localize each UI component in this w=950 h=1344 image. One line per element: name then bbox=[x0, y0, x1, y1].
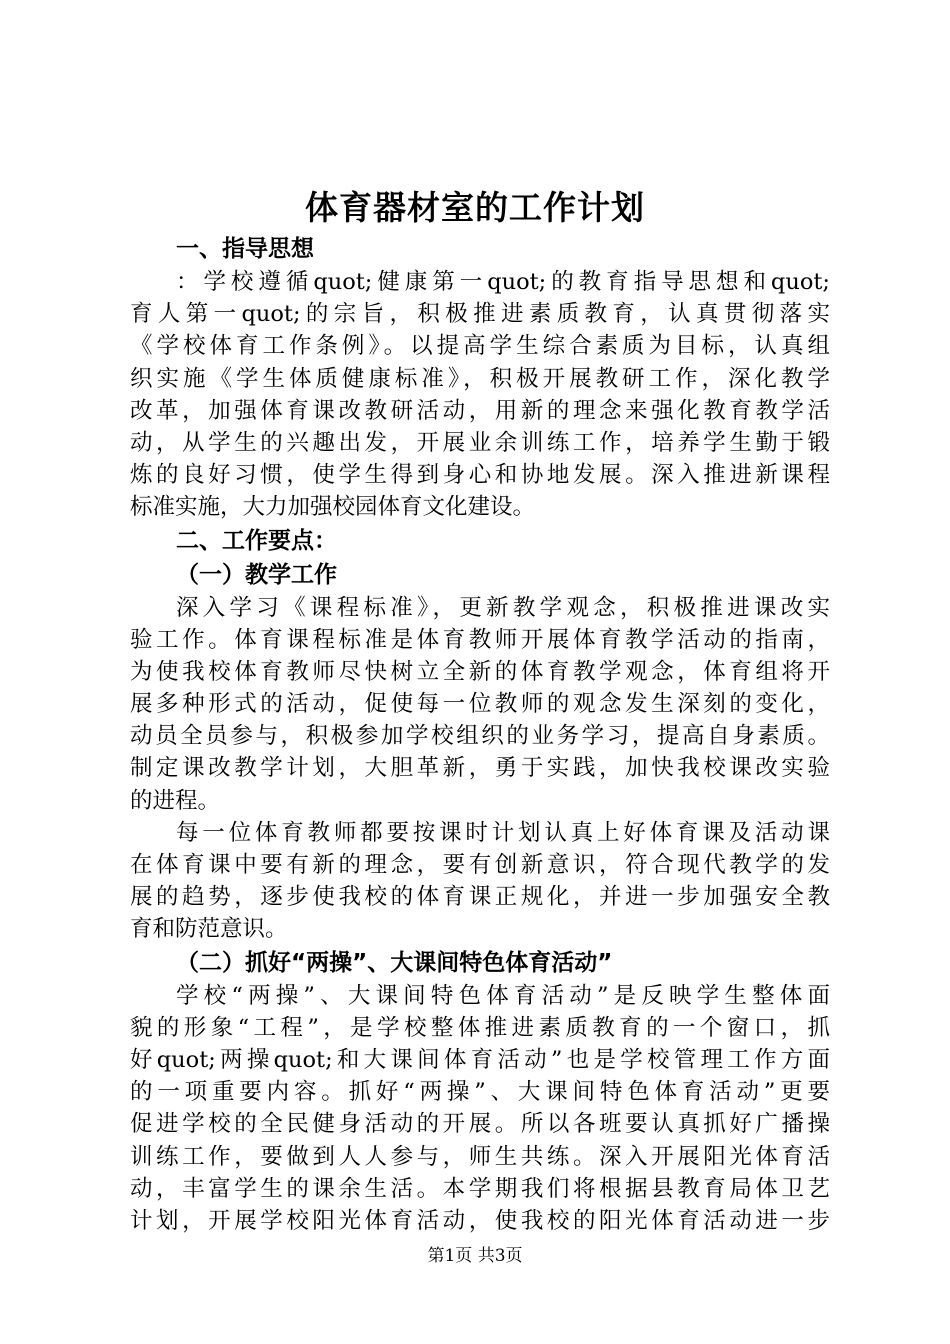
paragraph-line: 训练工作，要做到人人参与，师生共练。深入开展阳光体育活 bbox=[130, 1143, 830, 1170]
paragraph bbox=[130, 266, 830, 524]
paragraph-line: 标准实施，大力加强校园体育文化建设。 bbox=[130, 494, 536, 521]
paragraph-line: 在体育课中要有新的理念，要有创新意识，符合现代教学的发 bbox=[130, 852, 830, 878]
paragraph-line: 织实施《学生体质健康标准》，积极开展教研工作，深化教学 bbox=[130, 365, 830, 392]
page-footer: 第1页 共3页 bbox=[427, 1246, 523, 1266]
paragraph-line: 为使我校体育教师尽快树立全新的体育教学观念，体育组将开 bbox=[130, 658, 830, 685]
document-title: 体育器材室的工作计划 bbox=[305, 188, 645, 227]
paragraph-line: 制定课改教学计划，大胆革新，勇于实践，加快我校课改实验 bbox=[130, 755, 830, 782]
paragraph-line: 改革，加强体育课改教研活动，用新的理念来强化教育教学活 bbox=[130, 397, 830, 424]
paragraph-line: 促进学校的全民健身活动的开展。所以各班要认真抓好广播操 bbox=[130, 1111, 830, 1138]
paragraph-line: 动员全员参与，积极参加学校组织的业务学习，提高自身素质。 bbox=[130, 723, 830, 750]
paragraph bbox=[130, 817, 830, 946]
section-heading: （二）抓好“两操”、大课间特色体育活动” bbox=[176, 949, 613, 976]
paragraph-line: 每一位体育教师都要按课时计划认真上好体育课及活动课 bbox=[176, 819, 830, 846]
paragraph-line: 好quot;两操quot;和大课间体育活动”也是学校管理工作方面 bbox=[130, 1046, 830, 1073]
paragraph-line: 的进程。 bbox=[130, 787, 221, 814]
paragraph-line: 展多种形式的活动，促使每一位教师的观念发生深刻的变化， bbox=[130, 691, 830, 718]
paragraph-line: 深入学习《课程标准》，更新教学观念，积极推进课改实 bbox=[176, 594, 830, 621]
paragraph-line: 《学校体育工作条例》。以提高学生综合素质为目标，认真组 bbox=[130, 333, 830, 360]
paragraph-line: 学校“两操”、大课间特色体育活动”是反映学生整体面 bbox=[176, 982, 830, 1009]
paragraph-line: 的一项重要内容。抓好“两操”、大课间特色体育活动”更要 bbox=[130, 1079, 830, 1106]
paragraph-line: 炼的良好习惯，使学生得到身心和协地发展。深入推进新课程 bbox=[130, 462, 830, 489]
paragraph-line: 计划，开展学校阳光体育活动，使我校的阳光体育活动进一步 bbox=[130, 1207, 830, 1234]
paragraph bbox=[130, 980, 830, 1238]
section-heading: 二、工作要点： bbox=[176, 527, 337, 554]
paragraph-line: 验工作。体育课程标准是体育教师开展体育教学活动的指南， bbox=[130, 626, 830, 653]
section-heading: 一、指导思想 bbox=[176, 236, 314, 262]
document-body bbox=[130, 232, 830, 1237]
paragraph-line: ：学校遵循quot;健康第一quot;的教育指导思想和quot; bbox=[176, 269, 830, 295]
paragraph-line: 动，丰富学生的课余生活。本学期我们将根据县教育局体卫艺 bbox=[130, 1175, 830, 1202]
paragraph-line: 动，从学生的兴趣出发，开展业余训练工作，培养学生勤于锻 bbox=[130, 429, 830, 456]
paragraph-line: 育和防范意识。 bbox=[130, 916, 288, 943]
paragraph bbox=[130, 592, 830, 817]
paragraph-line: 貌的形象“工程”，是学校整体推进素质教育的一个窗口，抓 bbox=[130, 1014, 830, 1041]
paragraph-line: 展的趋势，逐步使我校的体育课正规化，并进一步加强安全教 bbox=[130, 884, 830, 911]
paragraph-line: 育人第一quot;的宗旨，积极推进素质教育，认真贯彻落实 bbox=[130, 301, 830, 328]
section-heading: （一）教学工作 bbox=[176, 561, 337, 588]
